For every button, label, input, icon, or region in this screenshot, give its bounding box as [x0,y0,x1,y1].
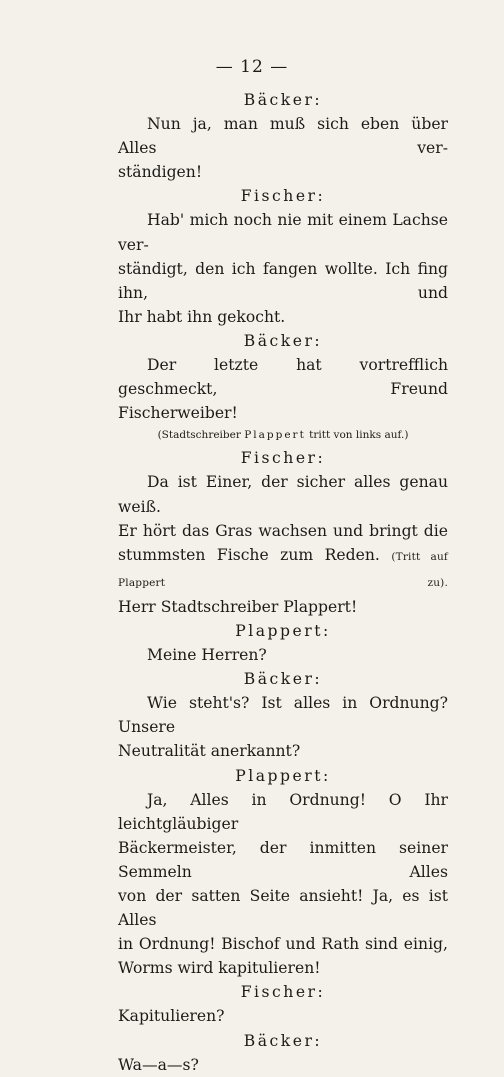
play-text [118,88,448,1077]
speaker-baecker: Bäcker: [243,331,323,350]
text-line: Ihr habt ihn gekocht. [118,307,286,326]
stage-direction-part: tritt von links auf.) [309,429,409,442]
stage-direction [118,426,448,444]
speaker-plappert: Plappert: [235,621,331,640]
speaker-baecker: Bäcker: [243,91,323,109]
text-line: Da ist Einer, der sicher alles genau weiß. [118,473,448,516]
page-number: — 12 — [215,57,289,77]
text-line: in Ordnung! Bischof und Rath sind einig, [118,935,448,954]
text-line: Wa—a—s? [118,1055,199,1074]
text-line: Hab' mich noch nie mit einem Lachse ver- [118,211,448,254]
text-line: Der letzte hat vortrefflich geschmeckt, Freund [118,356,448,399]
text-line: Worms wird kapitulieren! [118,959,321,978]
text-line: Fischerweiber! [118,404,238,423]
text-line: Herr Stadtschreiber Plappert! [118,597,358,616]
speaker-fischer: Fischer: [240,983,326,1002]
stage-direction-part: (Stadtschreiber [157,429,241,442]
text-line: von der satten Seite ansieht! Ja, es ist Alles [118,887,448,930]
speaker-plappert: Plappert: [235,766,331,785]
text-line: Wie steht's? Ist alles in Ordnung? Unsere [118,694,448,737]
text-line: ständigt, den ich fangen wollte. Ich fing ihn, und [118,259,448,302]
speaker-fischer: Fischer: [240,449,326,468]
text-line: Ja, Alles in Ordnung! O Ihr leichtgläubiger [118,790,448,833]
text-segment: stummsten Fische zum Reden. [118,545,380,564]
text-line: Neutralität anerkannt? [118,742,301,761]
text-line: Er hört das Gras wachsen und bringt die [118,521,448,540]
text-line: Nun ja, man muß sich eben über Alles ver- [118,115,448,158]
text-line: Kapitulieren? [118,1007,225,1026]
stage-direction-name: Plappert [244,429,306,442]
speaker-fischer: Fischer: [240,187,326,206]
speaker-baecker: Bäcker: [243,670,323,689]
text-line: ständigen! [118,163,203,182]
speaker-baecker: Bäcker: [243,1031,323,1050]
text-line: Bäckermeister, der inmitten seiner Semmeln Alles [118,838,448,881]
text-line: Meine Herren? [147,646,267,665]
text-line [118,543,448,595]
stage-direction-inline: (Tritt auf Plappert zu). [118,550,448,589]
